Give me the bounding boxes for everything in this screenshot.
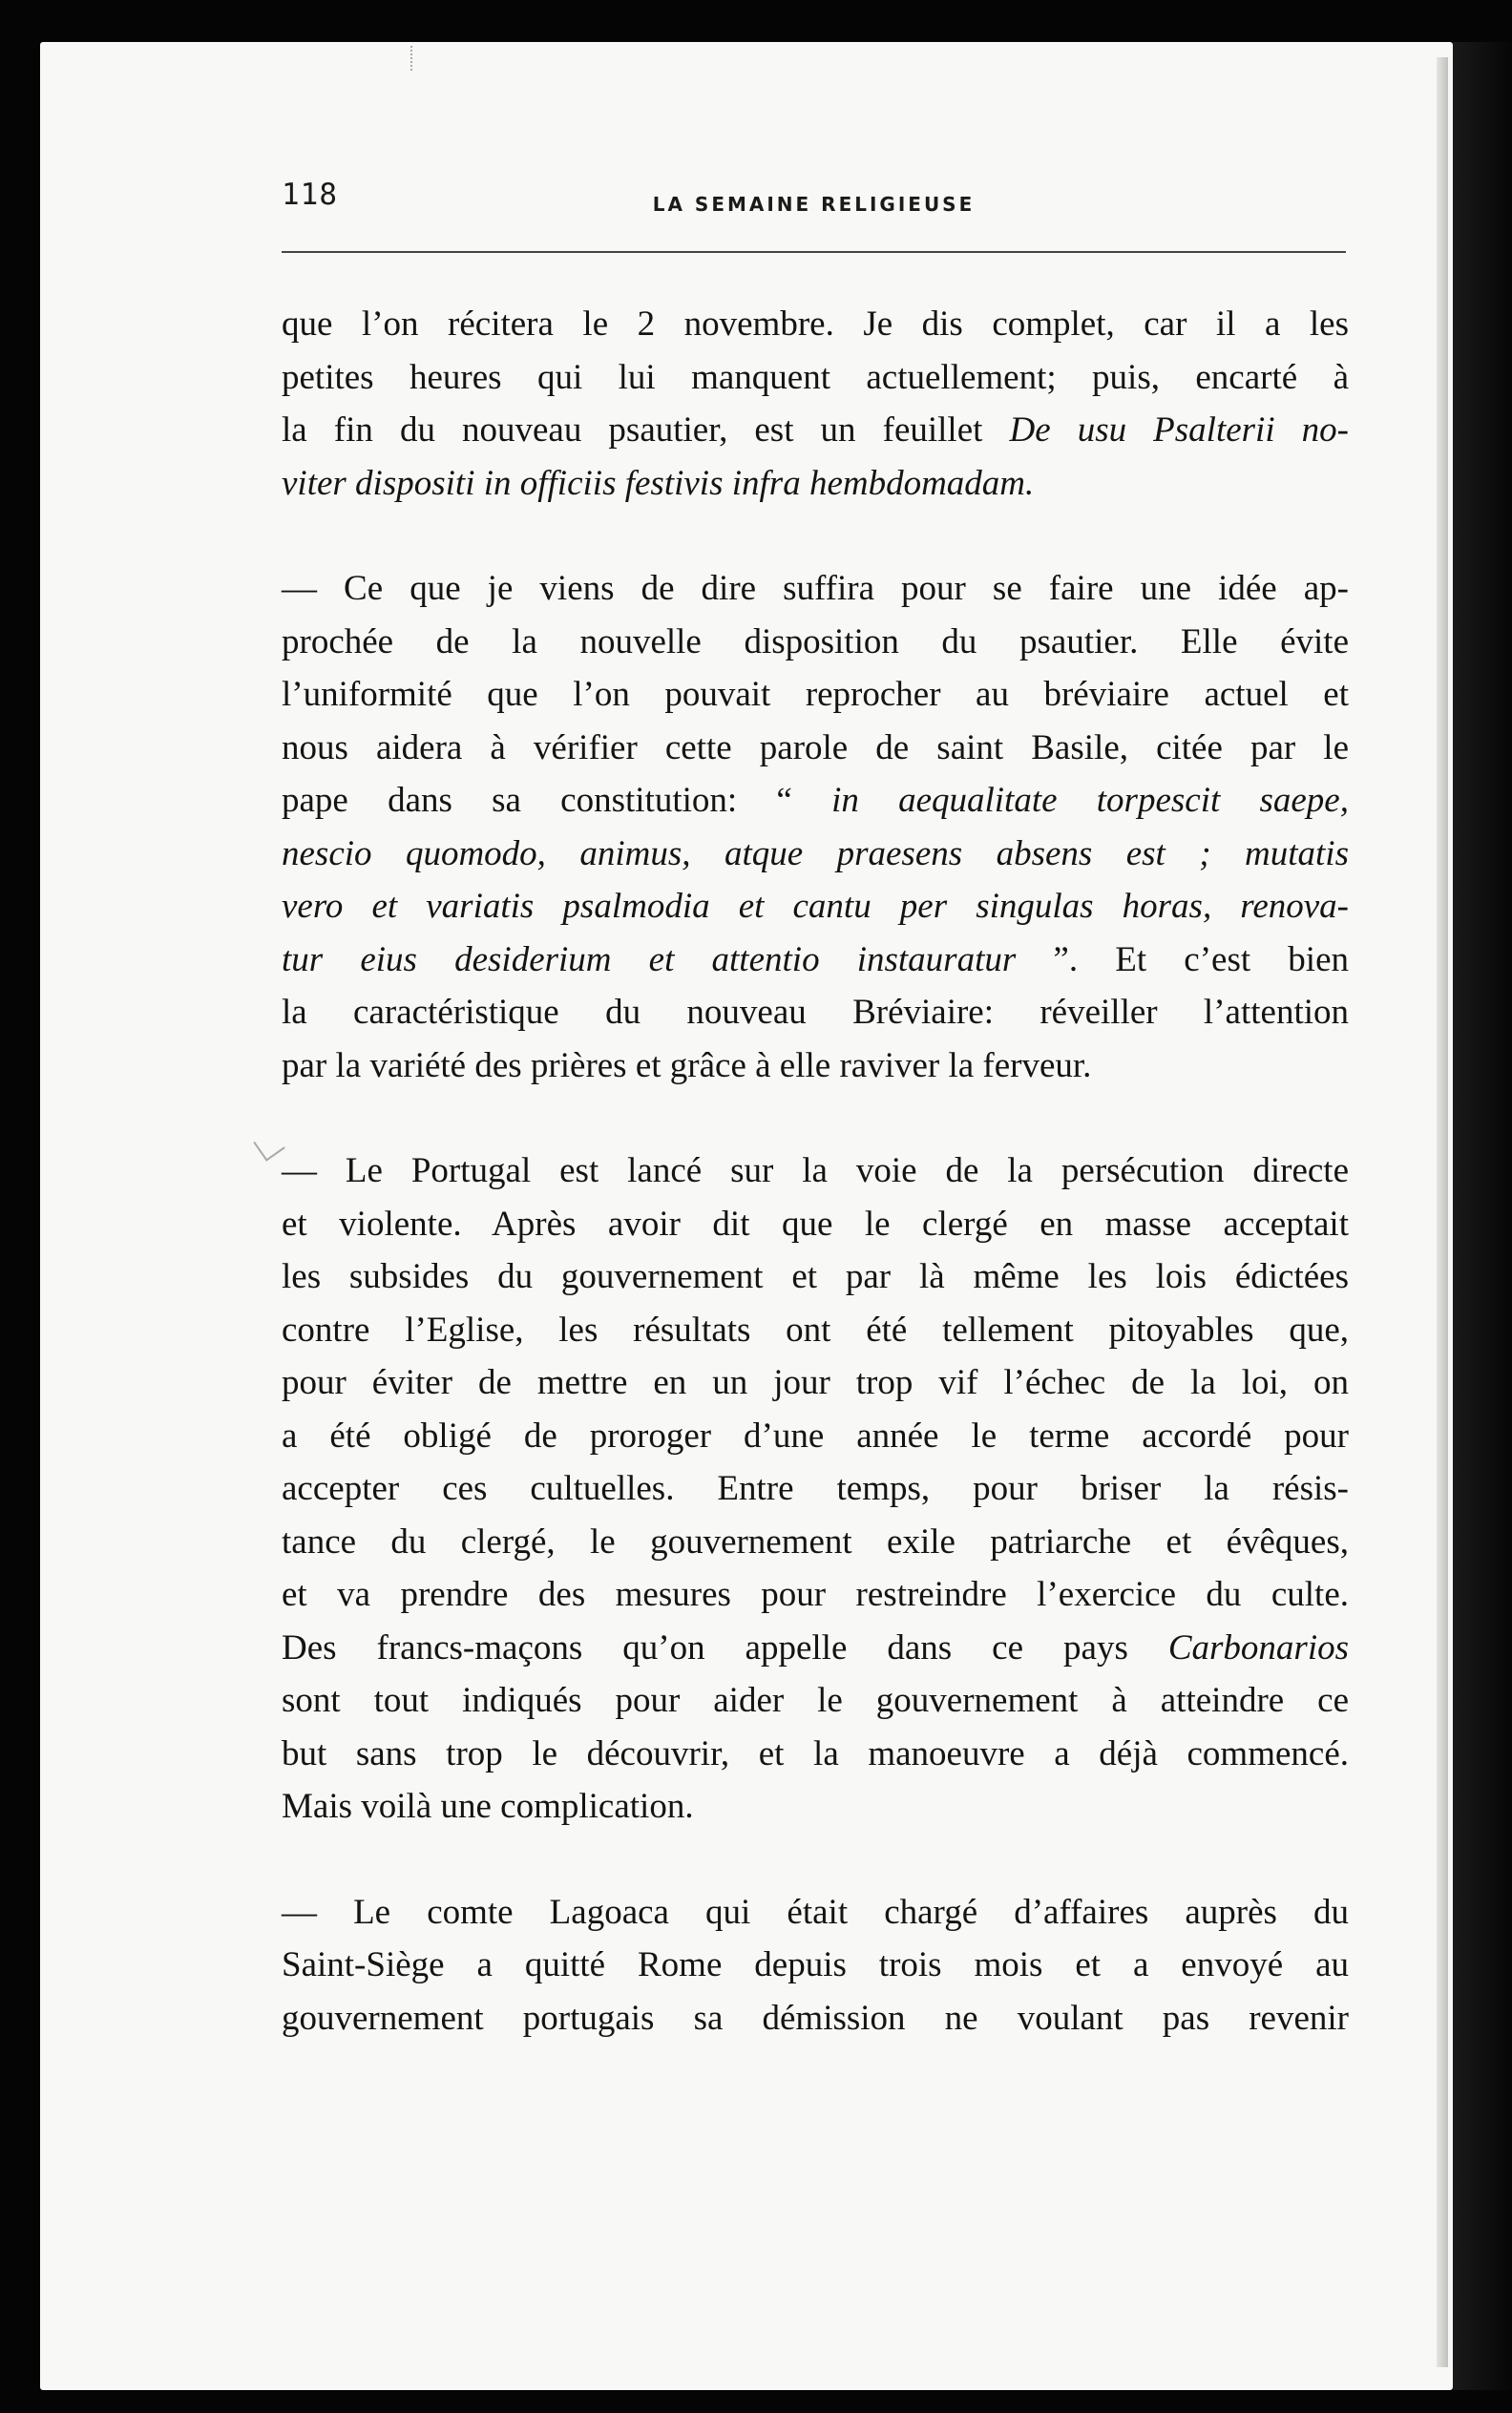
text-run: que l’on récitera le 2 novembre. Je dis complet, car il a les — [282, 304, 1349, 344]
paragraph — [282, 1886, 1349, 2046]
italic-text: viter dispositi in officiis festivis infra hembdomadam. — [282, 463, 1035, 503]
text-run: but sans trop le découvrir, et la manoeuvre a déjà commencé. — [282, 1733, 1349, 1773]
text-run: contre l’Eglise, les résultats ont été tellement pitoyables que, — [282, 1310, 1349, 1350]
text-run: ”. Et c’est bien — [1016, 939, 1349, 979]
text-run: par la variété des prières et grâce à elle raviver la ferveur. — [282, 1045, 1092, 1085]
text-line — [282, 668, 1349, 722]
text-run: sont tout indiqués pour aider le gouvernement à atteindre ce — [282, 1681, 1349, 1720]
text-run: la caractéristique du nouveau Bréviaire: réveiller l’attention — [282, 993, 1349, 1032]
text-line — [282, 1780, 1349, 1834]
text-line — [282, 1198, 1349, 1251]
text-line — [282, 457, 1349, 511]
italic-text: De usu Psalterii no- — [1009, 410, 1349, 450]
italic-text: vero et variatis psalmodia et cantu per singulas horas, renova- — [282, 887, 1349, 926]
page-number: 118 — [282, 178, 338, 212]
text-line — [282, 1410, 1349, 1463]
text-line — [282, 1992, 1349, 2046]
text-line — [282, 1674, 1349, 1728]
text-line — [282, 828, 1349, 881]
text-run: Saint-Siège a quitté Rome depuis trois mois et a envoyé au — [282, 1945, 1349, 1984]
paragraph — [282, 562, 1349, 1092]
italic-text: Carbonarios — [1167, 1627, 1349, 1668]
text-run: petites heures qui lui manquent actuellement; puis, encarté à — [282, 357, 1349, 397]
text-run: a été obligé de proroger d’une année le terme accordé pour — [282, 1416, 1349, 1456]
scan-mark — [410, 46, 422, 71]
text-run: accepter ces cultuelles. Entre temps, pour briser la résis- — [282, 1469, 1349, 1508]
body-text — [282, 298, 1349, 2097]
text-run: tance du clergé, le gouvernement exile patriarche et évêques, — [282, 1521, 1349, 1562]
text-run: les subsides du gouvernement et par là même les lois édictées — [282, 1257, 1349, 1296]
header-rule — [282, 251, 1346, 253]
text-run: pape dans sa constitution: “ — [282, 781, 832, 820]
text-run: et va prendre des mesures pour restreindre l’exercice du culte. — [282, 1575, 1349, 1614]
text-line — [282, 1144, 1349, 1198]
text-run: — Le Portugal est lancé sur la voie de la persécution directe — [282, 1151, 1349, 1190]
text-run: et violente. Après avoir dit que le clergé en masse acceptait — [282, 1204, 1349, 1244]
text-run: prochée de la nouvelle disposition du psautier. Elle évite — [282, 621, 1349, 661]
text-line — [282, 562, 1349, 616]
text-run: — Ce que je viens de dire suffira pour se faire une idée ap- — [282, 569, 1349, 608]
text-line — [282, 934, 1349, 987]
paragraph — [282, 1144, 1349, 1834]
text-run: nous aidera à vérifier cette parole de saint Basile, citée par le — [282, 727, 1349, 767]
text-line — [282, 1304, 1349, 1357]
page-edge — [1437, 57, 1448, 2367]
text-line — [282, 1356, 1349, 1410]
text-line — [282, 986, 1349, 1039]
text-run: la fin du nouveau psautier, est un feuillet — [282, 410, 1010, 450]
text-run: gouvernement portugais sa démission ne voulant pas revenir — [282, 1998, 1349, 2038]
text-line — [282, 1568, 1349, 1622]
text-line — [282, 298, 1349, 351]
text-run: Des francs-maçons qu’on appelle dans ce pays — [282, 1627, 1168, 1668]
text-line — [282, 1516, 1349, 1569]
text-line — [282, 1462, 1349, 1516]
text-line — [282, 722, 1349, 775]
text-line — [282, 1886, 1349, 1940]
scan-border — [1453, 42, 1512, 2390]
text-line — [282, 616, 1349, 669]
text-line — [282, 1250, 1349, 1304]
italic-text: in aequalitate torpescit saepe, — [831, 781, 1349, 820]
paragraph — [282, 298, 1349, 510]
running-head: LA SEMAINE RELIGIEUSE — [652, 193, 976, 216]
text-line — [282, 1728, 1349, 1781]
text-run: l’uniformité que l’on pouvait reprocher au bréviaire actuel et — [282, 675, 1349, 714]
text-line — [282, 1622, 1349, 1675]
italic-text: tur eius desiderium et attentio instauratur — [282, 939, 1017, 979]
italic-text: nescio quomodo, animus, atque praesens absens est ; mutatis — [282, 833, 1349, 873]
text-line — [282, 880, 1349, 934]
text-line — [282, 774, 1349, 828]
text-line — [282, 351, 1349, 405]
text-line — [282, 1039, 1349, 1093]
text-run: pour éviter de mettre en un jour trop vif l’échec de la loi, on — [282, 1363, 1349, 1402]
text-run: — Le comte Lagoaca qui était chargé d’affaires auprès du — [282, 1892, 1349, 1932]
text-line — [282, 1939, 1349, 1992]
text-run: Mais voilà une complication. — [282, 1787, 694, 1826]
page-header — [282, 178, 1346, 225]
text-line — [282, 404, 1349, 457]
